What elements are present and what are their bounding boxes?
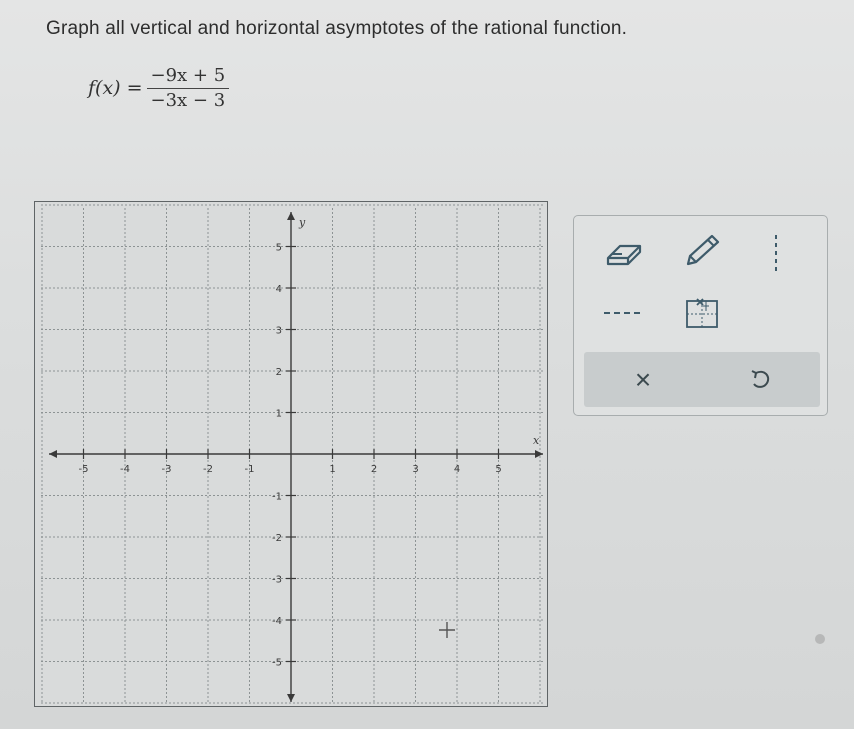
question-prompt: Graph all vertical and horizontal asymptotes of the rational function. — [46, 18, 628, 39]
denominator: −3x − 3 — [150, 89, 226, 111]
x-tick-label: 1 — [329, 464, 336, 475]
x-axis-arrow-right — [535, 450, 543, 458]
x-tick-label: 4 — [453, 464, 461, 475]
no-asymptote-icon — [683, 295, 721, 331]
crosshair-cursor-icon — [439, 622, 455, 638]
x-tick-label: 5 — [495, 464, 502, 475]
vertical-dashed-line-icon — [766, 233, 786, 273]
x-axis-label: x — [533, 434, 540, 447]
horizontal-asymptote-tool[interactable] — [594, 298, 654, 328]
y-tick-label: -1 — [272, 491, 282, 503]
x-tick-label: -3 — [161, 464, 172, 475]
pencil-icon — [680, 232, 724, 272]
y-tick-label: 1 — [275, 408, 282, 420]
graph-toolbox — [573, 215, 828, 416]
graph-canvas[interactable] — [34, 201, 548, 707]
close-icon: × — [634, 363, 652, 395]
y-axis-arrow-down — [287, 694, 295, 702]
y-tick-label: -3 — [272, 574, 282, 586]
y-tick-label: 5 — [275, 242, 282, 254]
y-tick-label: 4 — [275, 284, 282, 295]
x-tick-label: -4 — [120, 464, 130, 475]
y-tick-label: 3 — [275, 325, 282, 337]
horizontal-dashed-line-icon — [602, 308, 646, 318]
y-tick-label: -2 — [272, 533, 282, 544]
action-bar — [584, 352, 820, 407]
numerator: −9x + 5 — [150, 64, 226, 86]
x-tick-label: -1 — [244, 464, 255, 475]
fraction — [147, 64, 230, 113]
x-tick-label: -5 — [78, 464, 89, 475]
x-tick-label: -2 — [203, 464, 213, 475]
x-axis-arrow-left — [49, 450, 57, 458]
pencil-tool[interactable] — [678, 230, 726, 274]
y-tick-label: -4 — [272, 616, 282, 627]
rational-function — [88, 60, 229, 116]
clear-button[interactable] — [584, 352, 702, 407]
undo-button[interactable] — [702, 352, 820, 407]
y-tick-label: 2 — [275, 367, 282, 378]
undo-icon — [750, 368, 772, 392]
vertical-asymptote-tool[interactable] — [758, 230, 794, 276]
equals-sign: = — [126, 77, 143, 99]
stray-mark — [815, 634, 825, 644]
eraser-icon — [602, 238, 646, 270]
eraser-tool[interactable] — [600, 234, 648, 274]
x-tick-label: 3 — [412, 464, 419, 475]
coordinate-plane[interactable] — [35, 202, 549, 708]
y-axis-arrow-up — [287, 212, 295, 220]
function-name: f(x) — [88, 77, 121, 99]
y-tick-label: -5 — [272, 657, 282, 669]
x-tick-label: 2 — [370, 464, 378, 475]
no-asymptote-tool[interactable] — [678, 292, 726, 334]
y-axis-label: y — [299, 216, 306, 229]
